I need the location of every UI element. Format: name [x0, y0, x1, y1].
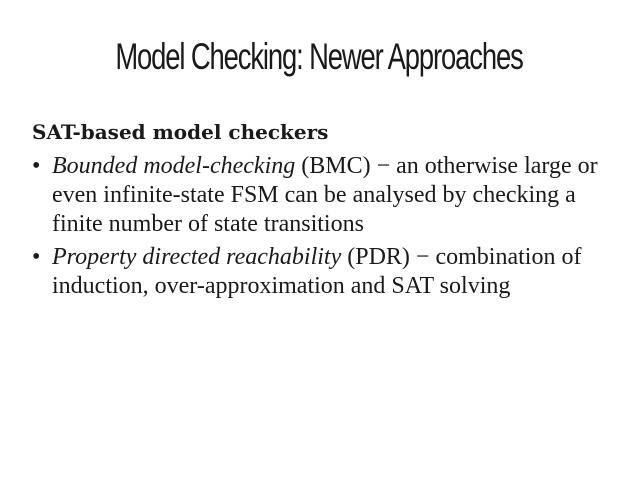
bullet-acronym: (PDR) − — [341, 244, 436, 270]
slide-content — [32, 116, 622, 305]
bullet-item-pdr — [32, 243, 622, 301]
bullet-term: Bounded model-checking — [52, 153, 296, 179]
bullet-acronym: (BMC) − — [295, 153, 397, 179]
bullet-item-bmc — [32, 152, 622, 239]
bullet-list — [32, 152, 622, 301]
slide-title: Model Checking: Newer Approaches — [115, 36, 523, 77]
bullet-marker: • — [32, 153, 41, 179]
bullet-term: Property directed reachability — [52, 244, 342, 270]
bullet-text: an otherwise large or even infinite-state FSM can be analysed by checking a finite number of state transitions — [52, 153, 598, 237]
bullet-text: combination of induction, over-approximation and SAT solving — [52, 244, 582, 299]
bullet-marker: • — [32, 244, 41, 270]
section-heading: SAT-based model checkers — [32, 120, 329, 144]
